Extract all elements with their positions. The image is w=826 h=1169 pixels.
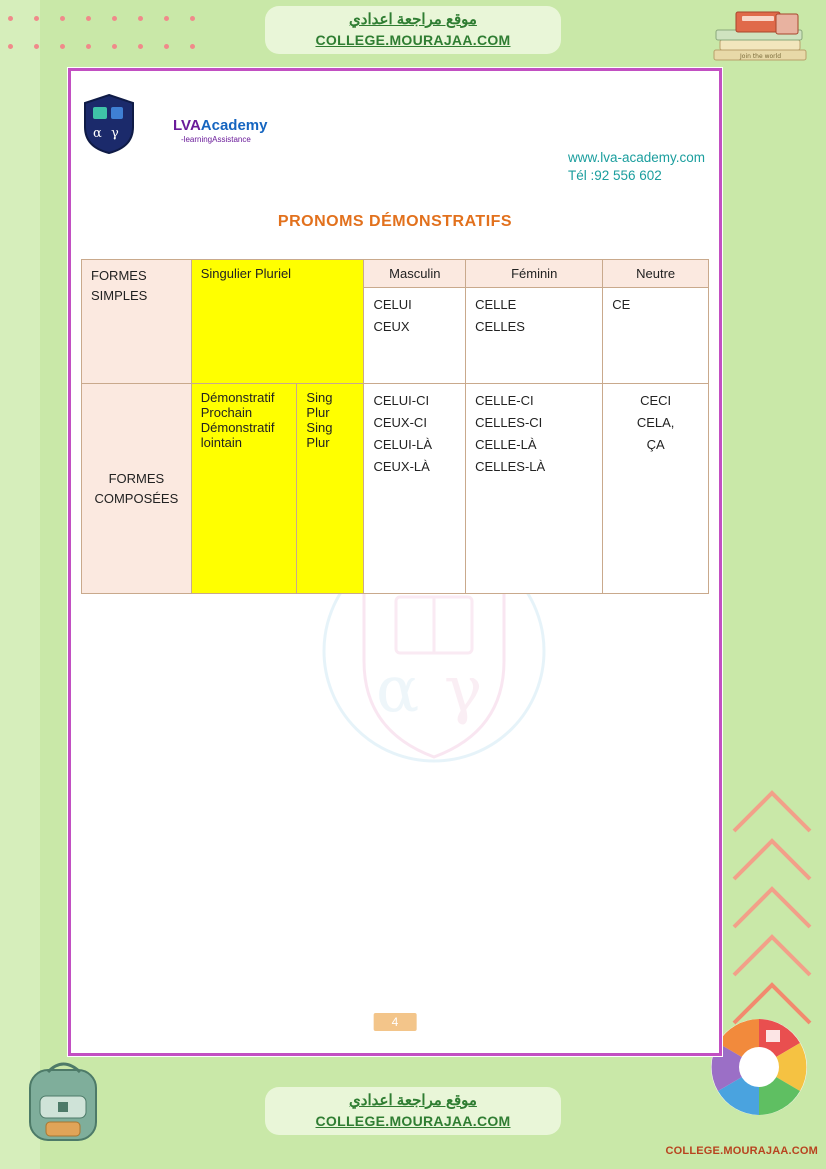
word: CELLE	[475, 297, 517, 312]
word: CEUX-LÀ	[373, 459, 430, 474]
demonstratif-line: lointain	[200, 435, 242, 450]
books-clipart	[706, 8, 816, 78]
banner-bottom-arabic: موقع مراجعة اعدادي	[349, 1092, 477, 1109]
cell-composed-masculin	[364, 384, 466, 594]
word: CELUI-LÀ	[373, 437, 433, 452]
decorative-dots	[8, 10, 208, 60]
cell-simple-neutre	[603, 288, 709, 384]
word: CELUI	[373, 297, 412, 312]
pronouns-table	[81, 259, 709, 594]
page-title: PRONOMS DÉMONSTRATIFS	[277, 213, 513, 230]
word: ÇA	[646, 437, 665, 452]
word: CELLES-CI	[475, 415, 543, 430]
brand-academy: Academy	[200, 117, 268, 134]
brand-tagline: -learningAssistance	[181, 135, 251, 144]
cell-demonstratif-types	[191, 384, 297, 594]
svg-text:α: α	[376, 653, 420, 727]
cell-composed-feminin	[466, 384, 603, 594]
brand-lva: LVA	[173, 117, 201, 134]
backpack-clipart	[14, 1052, 114, 1152]
formes-simples-line1: FORMES	[91, 268, 147, 283]
banner-top-url: COLLEGE.MOURAJAA.COM	[315, 32, 511, 48]
demonstratif-line: Prochain	[200, 405, 253, 420]
table-row	[82, 260, 709, 288]
website-url: www.lva-academy.com	[567, 150, 705, 165]
column-header-feminin: Féminin	[466, 260, 603, 288]
word: CELLE-LÀ	[475, 437, 537, 452]
word: CEUX	[373, 319, 410, 334]
svg-text:α: α	[93, 126, 102, 141]
banner-bottom-url: COLLEGE.MOURAJAA.COM	[315, 1113, 511, 1129]
demonstratif-line: Démonstratif	[200, 390, 275, 405]
word: CECI	[640, 393, 672, 408]
cell-formes-composees	[82, 384, 192, 594]
svg-text:Join the world: Join the world	[740, 53, 782, 60]
page-number-badge: 4	[374, 1013, 417, 1031]
word: CELLES-LÀ	[475, 459, 546, 474]
word: CELUI-CI	[373, 393, 430, 408]
banner-bottom	[265, 1087, 561, 1135]
cell-composed-neutre	[603, 384, 709, 594]
word: CE	[612, 297, 631, 312]
formes-composees-line1: FORMES	[108, 470, 165, 486]
svg-text:γ: γ	[111, 126, 119, 141]
sing-plur-line: Sing Plur	[306, 390, 333, 420]
sing-plur-line: Sing Plur	[306, 420, 333, 450]
formes-simples-line2: SIMPLES	[91, 288, 148, 303]
word: CELA,	[636, 415, 675, 430]
worksheet-page	[68, 68, 722, 1056]
singulier-pluriel-label: Singulier Pluriel	[200, 266, 292, 281]
column-header-masculin: Masculin	[364, 260, 466, 288]
word: CELLES	[475, 319, 525, 334]
cell-singulier-pluriel	[191, 260, 364, 384]
brand-wordmark	[173, 117, 267, 144]
word: CELLE-CI	[475, 393, 534, 408]
table-row	[82, 384, 709, 594]
chevron-arrows-decoration	[728, 785, 818, 1045]
phone-number: Tél :92 556 602	[567, 168, 662, 183]
contact-block	[568, 149, 705, 185]
lva-shield-logo-icon	[81, 93, 137, 155]
banner-top	[265, 6, 561, 54]
word: CEUX-CI	[373, 415, 427, 430]
svg-text:γ: γ	[444, 653, 483, 727]
background-left-strip	[0, 0, 40, 1169]
banner-top-arabic: موقع مراجعة اعدادي	[349, 11, 477, 28]
formes-composees-line2: COMPOSÉES	[94, 490, 179, 506]
column-header-neutre: Neutre	[603, 260, 709, 288]
demonstratif-line: Démonstratif	[200, 420, 275, 435]
cell-formes-simples	[82, 260, 192, 384]
corner-credit: COLLEGE.MOURAJAA.COM	[665, 1145, 818, 1157]
cell-simple-masculin	[364, 288, 466, 384]
cell-simple-feminin	[466, 288, 603, 384]
cell-sing-plur	[297, 384, 364, 594]
